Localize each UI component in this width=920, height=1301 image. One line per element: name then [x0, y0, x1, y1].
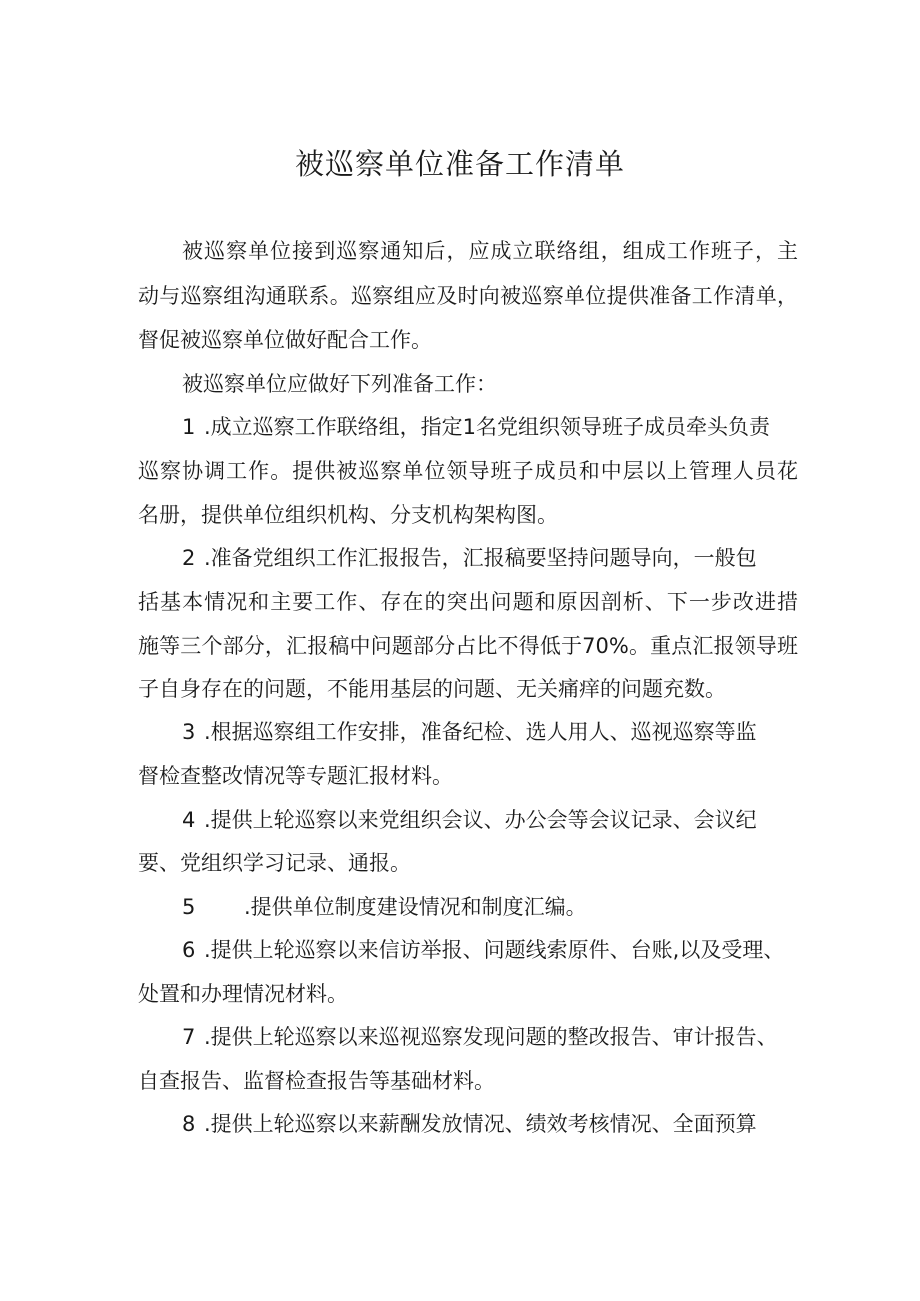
list-item-4-line-2: 要、党组织学习记录、通报。: [138, 851, 411, 875]
item-number: 3: [182, 720, 196, 744]
prep-heading: 被巡察单位应做好下列准备工作：: [182, 372, 497, 396]
list-item-7-line-1: 7 .提供上轮巡察以来巡视巡察发现问题的整改报告、审计报告、: [182, 1022, 798, 1052]
list-item-2-line-4: 子自身存在的问题，不能用基层的问题、无关痛痒的问题充数。: [138, 677, 726, 701]
list-item-1-line-2: 巡察协调工作。提供被巡察单位领导班子成员和中层以上管理人员花: [138, 459, 798, 483]
list-item-4-line-1: 4 .提供上轮巡察以来党组织会议、办公会等会议记录、会议纪: [182, 805, 798, 835]
list-item-1-line-1: 1 .成立巡察工作联络组，指定1名党组织领导班子成员牵头负责: [182, 412, 798, 442]
list-item-1-line-3: 名册，提供单位组织机构、分支机构架构图。: [138, 503, 558, 527]
item-number: 2: [182, 546, 196, 570]
item-number: 7: [182, 1025, 196, 1049]
item-number: 5: [182, 895, 196, 919]
item-number: 8: [182, 1112, 196, 1136]
list-item-6-line-2: 处置和办理情况材料。: [138, 982, 348, 1006]
item-number: 4: [182, 808, 196, 832]
list-item-3-line-1: 3 .根据巡察组工作安排，准备纪检、选人用人、巡视巡察等监: [182, 717, 798, 747]
item-number: 1: [182, 415, 196, 439]
list-item-2-line-1: 2 .准备党组织工作汇报报告，汇报稿要坚持问题导向，一般包: [182, 543, 798, 573]
intro-line-2: 动与巡察组沟通联系。巡察组应及时向被巡察单位提供准备工作清单，: [138, 284, 798, 308]
list-item-2-line-3: 施等三个部分，汇报稿中问题部分占比不得低于70%。重点汇报领导班: [138, 634, 798, 658]
page-title: 被巡察单位准备工作清单: [294, 147, 625, 181]
list-item-7-line-2: 自查报告、监督检查报告等基础材料。: [138, 1069, 495, 1093]
list-item-2-line-2: 括基本情况和主要工作、存在的突出问题和原因剖析、下一步改进措: [138, 590, 798, 614]
list-item-5-line-1: 5 .提供单位制度建设情况和制度汇编。: [182, 892, 798, 922]
item-number: 6: [182, 938, 196, 962]
intro-line-3: 督促被巡察单位做好配合工作。: [138, 328, 432, 352]
list-item-8-line-1: 8 .提供上轮巡察以来薪酬发放情况、绩效考核情况、全面预算: [182, 1109, 798, 1139]
list-item-6-line-1: 6 .提供上轮巡察以来信访举报、问题线索原件、台账,以及受理、: [182, 935, 798, 965]
intro-line-1: 被巡察单位接到巡察通知后，应成立联络组，组成工作班子，主: [182, 239, 798, 263]
list-item-3-line-2: 督检查整改情况等专题汇报材料。: [138, 764, 453, 788]
